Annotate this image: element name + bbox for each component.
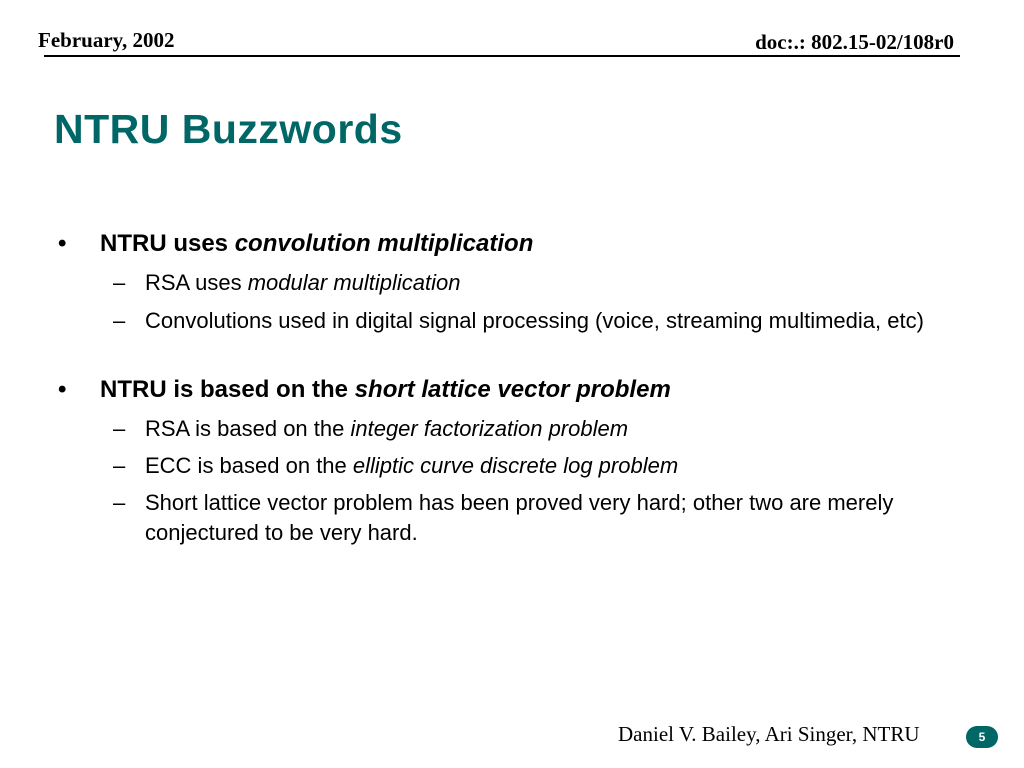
- sub-item-rsa-modular: [113, 268, 945, 298]
- dash-marker: –: [113, 308, 126, 333]
- page-number-badge: 5: [966, 726, 998, 748]
- header-date: February, 2002: [38, 28, 175, 52]
- sub-item-text: RSA uses: [145, 270, 248, 295]
- dash-marker: –: [113, 416, 126, 441]
- sub-item-text: ECC is based on the: [145, 453, 353, 478]
- slide-title: NTRU Buzzwords: [54, 106, 403, 152]
- sub-item-rsa-factorization: [113, 414, 945, 444]
- sub-item-emphasis: integer factorization problem: [350, 416, 629, 441]
- bullet-text: NTRU uses: [100, 230, 235, 257]
- sub-item-emphasis: modular multiplication: [247, 270, 461, 295]
- bullet-marker: •: [58, 376, 67, 403]
- dash-marker: –: [113, 270, 126, 295]
- sub-item-emphasis: elliptic curve discrete log problem: [352, 453, 679, 478]
- sub-item-lattice-hardness: [113, 488, 945, 548]
- bullet-emphasis: convolution multiplication: [234, 230, 534, 257]
- dash-marker: –: [113, 490, 126, 515]
- sub-item-text: Short lattice vector problem has been proved very hard; other two are merely conjectured to be very hard.: [145, 490, 894, 545]
- bullet-text: NTRU is based on the: [100, 376, 355, 403]
- footer-authors: Daniel V. Bailey, Ari Singer, NTRU: [618, 722, 920, 746]
- header-divider: [44, 55, 960, 57]
- bullet-item-convolution: [58, 230, 534, 258]
- sub-item-convolutions-dsp: [113, 306, 945, 336]
- sub-item-ecc: [113, 451, 945, 481]
- dash-marker: –: [113, 453, 126, 478]
- bullet-item-lattice: [58, 376, 671, 404]
- header-doc-number: doc:.: 802.15-02/108r0: [755, 30, 954, 54]
- sub-item-text: Convolutions used in digital signal processing (voice, streaming multimedia, etc): [145, 308, 924, 333]
- sub-item-text: RSA is based on the: [145, 416, 351, 441]
- bullet-marker: •: [58, 230, 67, 257]
- bullet-emphasis: short lattice vector problem: [354, 376, 671, 403]
